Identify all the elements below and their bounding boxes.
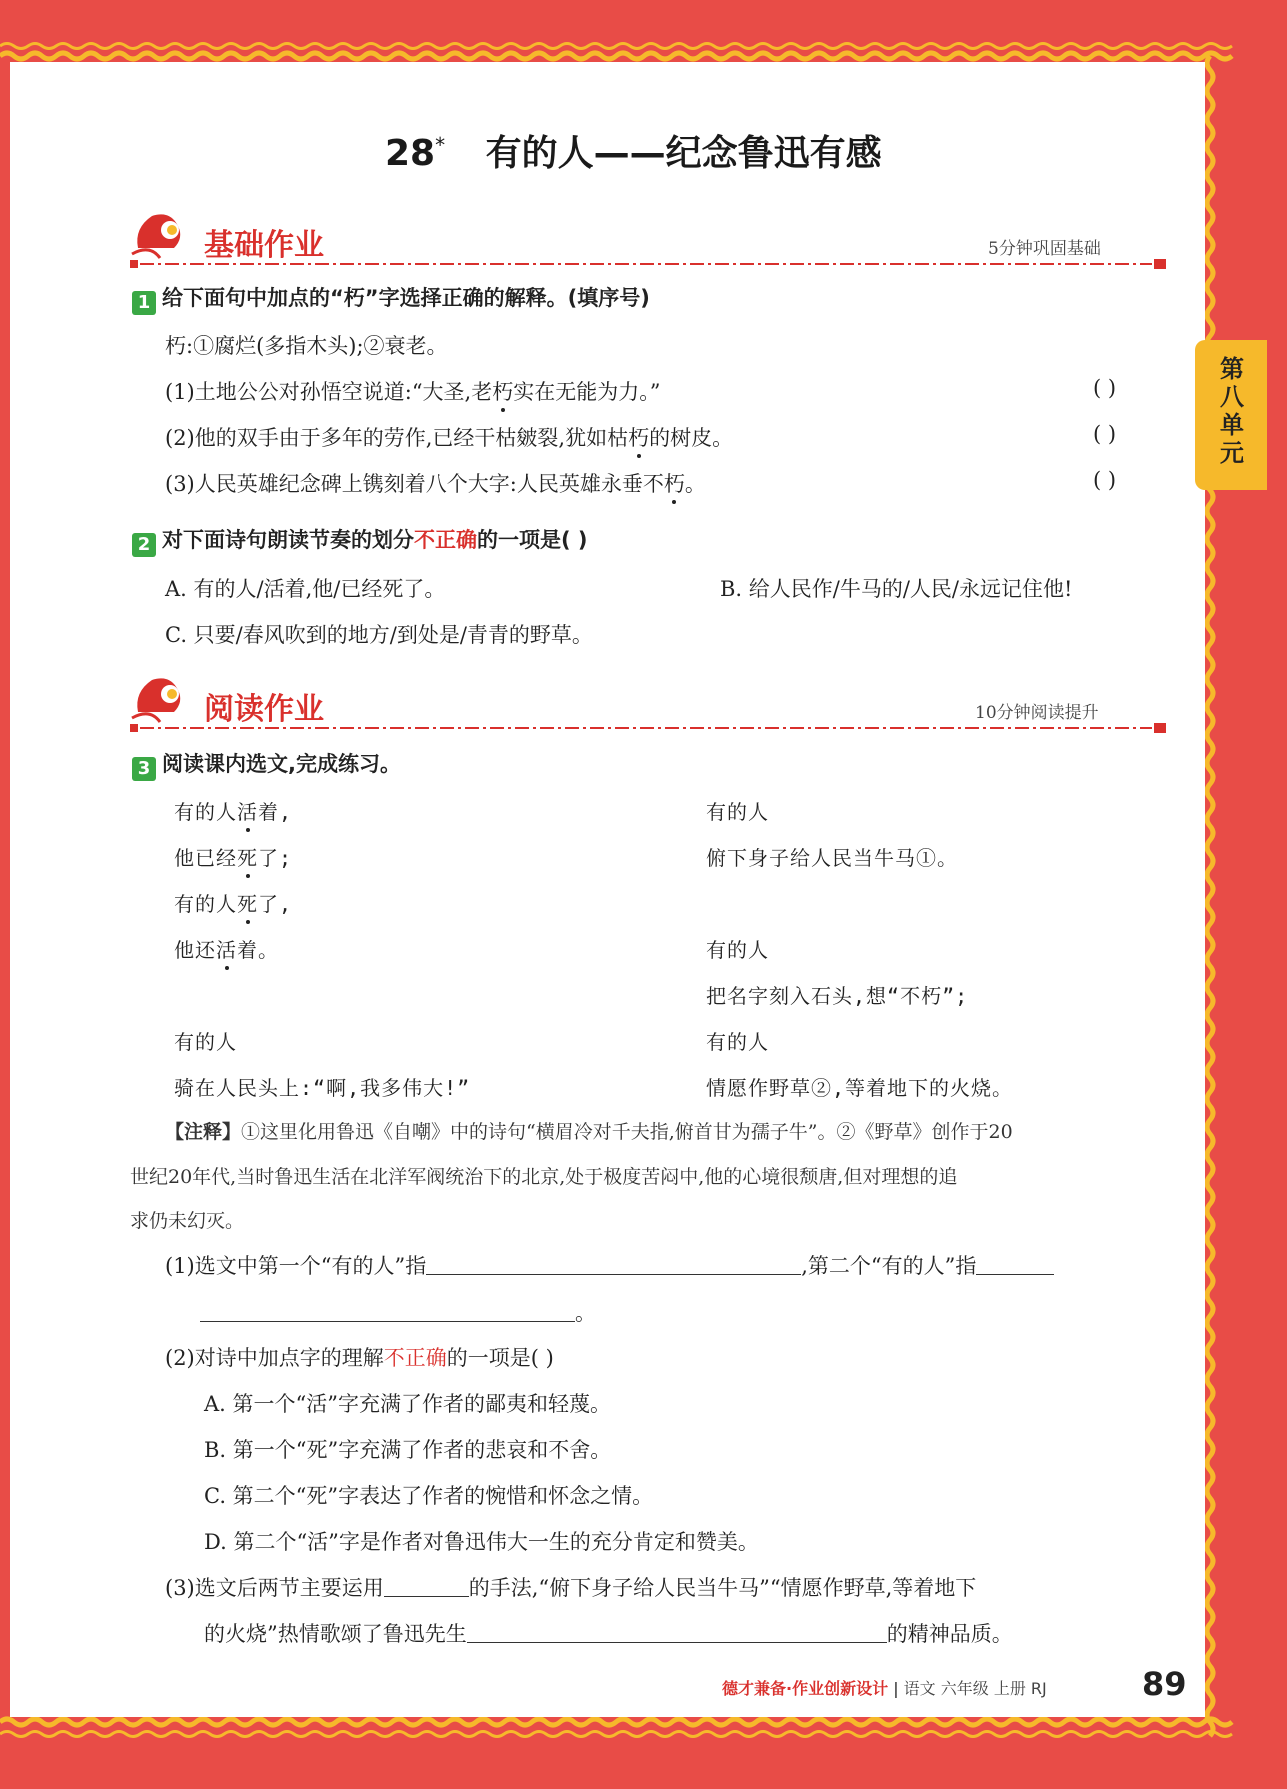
q3-sub1-b: ,第二个“有的人”指 (801, 1254, 977, 1278)
q3-sub3-a: (3)选文后两节主要运用 (165, 1576, 384, 1600)
q1-item-2 (165, 422, 733, 452)
q1-item-1 (165, 376, 660, 406)
lesson-number: 28 (385, 133, 436, 174)
q1-answer-2[interactable]: ( ) (1093, 422, 1117, 446)
q2-option-a[interactable]: A. 有的人/活着,他/已经死了。 (165, 577, 446, 601)
q3-sub3-b: 的手法,“俯下身子给人民当牛马”“情愿作野草,等着地下 (468, 1576, 977, 1600)
poem-right-line-1: 有的人 (706, 800, 769, 824)
q2-number: 2 (132, 533, 156, 557)
q2-prompt-pre: 对下面诗句朗读节奏的划分 (162, 528, 414, 552)
q3-sub2-option-c[interactable]: C. 第二个“死”字表达了作者的惋惜和怀念之情。 (204, 1484, 654, 1508)
poem-right-line-6: 情愿作野草②,等着地下的火烧。 (706, 1076, 1014, 1100)
section-reading-title: 阅读作业 (204, 692, 324, 727)
q3-sub2-post[interactable]: 的一项是( ) (446, 1346, 554, 1370)
poem-left-line-2 (174, 842, 292, 871)
q2-option-b[interactable]: B. 给人民作/牛马的/人民/永远记住他! (720, 577, 1073, 601)
poem-l1-dot: 活 (237, 800, 258, 824)
bell-icon-2 (130, 672, 190, 724)
q3-number: 3 (132, 757, 156, 781)
q1-answer-1[interactable]: ( ) (1093, 376, 1117, 400)
q3-sub3-blank-2[interactable] (467, 1620, 887, 1643)
bell-icon (130, 208, 190, 260)
section-divider (130, 258, 1170, 270)
poem-left-line-3 (174, 888, 292, 917)
unit-tab-label: 第八单元 (1220, 355, 1244, 467)
section-reading-time: 10分钟阅读提升 (975, 703, 1099, 723)
q2-prompt-highlight: 不正确 (414, 528, 477, 552)
poem-right-line-4: 把名字刻入石头,想“不朽”; (706, 984, 969, 1008)
footer-brand: 德才兼备·作业创新设计 (722, 1679, 889, 1698)
poem-left-line-6: 骑在人民头上:“啊,我多伟大!” (174, 1076, 471, 1100)
q1-item-3-pre: (3)人民英雄纪念碑上镌刻着八个大字:人民英雄永垂不 (165, 472, 664, 496)
q3-sub2-option-d[interactable]: D. 第二个“活”字是作者对鲁迅伟大一生的充分肯定和赞美。 (204, 1530, 759, 1554)
q1-item-3-post: 。 (684, 472, 706, 496)
annotation-text-1: ①这里化用鲁迅《自嘲》中的诗句“横眉冷对千夫指,俯首甘为孺子牛”。②《野草》创作于20 (241, 1121, 1013, 1143)
q1-item-2-post: 的树皮。 (649, 426, 734, 450)
q2-prompt-post[interactable]: 的一项是( ) (477, 528, 588, 552)
q3-sub3-c: 的火烧”热情歌颂了鲁迅先生 (204, 1622, 467, 1646)
q3-sub3-d: 的精神品质。 (886, 1622, 1013, 1646)
poem-right-line-3: 有的人 (706, 938, 769, 962)
annotation-line-2: 世纪20年代,当时鲁迅生活在北洋军阀统治下的北京,处于极度苦闷中,他的心境很颓唐,但对理想的追 (130, 1166, 958, 1188)
poem-left-line-1 (174, 796, 292, 825)
q1-item-3 (165, 468, 706, 498)
q3-sub1-end: 。 (575, 1301, 596, 1325)
section-basic-time: 5分钟巩固基础 (988, 239, 1101, 259)
poem-right-line-5: 有的人 (706, 1030, 769, 1054)
q1-item-2-dot: 朽 (628, 426, 650, 450)
q3-sub1 (165, 1250, 1054, 1280)
q1-item-1-pre: (1)土地公公对孙悟空说道:“大圣,老 (165, 380, 493, 404)
poem-l4-b: 着。 (237, 938, 279, 962)
page-title (385, 125, 882, 176)
poem-left-line-5: 有的人 (174, 1030, 237, 1054)
q2-option-c[interactable]: C. 只要/春风吹到的地方/到处是/青青的野草。 (165, 623, 593, 647)
poem-l1-b: 着, (258, 800, 293, 824)
poem-l2-dot: 死 (237, 846, 258, 870)
q1-prompt-text: 给下面句中加点的“朽”字选择正确的解释。(填序号) (162, 286, 650, 310)
annotation-label: 【注释】 (165, 1121, 242, 1143)
q3-sub1-blank-2[interactable] (976, 1252, 1054, 1275)
q1-prompt (132, 282, 650, 315)
q1-definition: 朽:①腐烂(多指木头);②衰老。 (165, 334, 448, 358)
q3-sub1-blank-3[interactable] (200, 1299, 575, 1322)
q1-item-3-dot: 朽 (663, 472, 685, 496)
poem-l2-b: 了; (258, 846, 293, 870)
poem-l3-a: 有的人 (174, 892, 237, 916)
q3-sub1-blank-1[interactable] (426, 1252, 801, 1275)
q3-sub2-pre: (2)对诗中加点字的理解 (165, 1346, 384, 1370)
annotation-line-1 (165, 1117, 1013, 1144)
page-number: 89 (1142, 1665, 1187, 1703)
q3-prompt (132, 748, 401, 781)
footer (722, 1676, 1047, 1699)
footer-info: 语文 六年级 上册 RJ (903, 1679, 1047, 1698)
poem-right-line-2: 俯下身子给人民当牛马①。 (706, 846, 958, 870)
q3-sub2 (165, 1342, 554, 1372)
q3-sub3-blank-1[interactable] (384, 1574, 469, 1597)
q3-sub3-line2 (204, 1618, 1013, 1648)
unit-tab (1195, 340, 1267, 490)
q2-prompt (132, 524, 588, 557)
section-divider-2 (130, 722, 1170, 734)
q1-number: 1 (132, 291, 156, 315)
lesson-star: * (435, 133, 446, 157)
poem-l3-b: 了, (258, 892, 293, 916)
lesson-title: 有的人——纪念鲁迅有感 (485, 133, 882, 174)
q3-sub1-line2 (200, 1297, 596, 1327)
q3-sub1-a: (1)选文中第一个“有的人”指 (165, 1254, 427, 1278)
q1-answer-3[interactable]: ( ) (1093, 468, 1117, 492)
poem-l4-a: 他还 (174, 938, 216, 962)
poem-l2-a: 他已经 (174, 846, 237, 870)
q1-item-1-post: 实在无能为力。” (513, 380, 661, 404)
q3-prompt-text: 阅读课内选文,完成练习。 (162, 752, 401, 776)
poem-l4-dot: 活 (216, 938, 237, 962)
q3-sub2-highlight: 不正确 (383, 1346, 447, 1370)
footer-separator: | (893, 1679, 899, 1698)
q1-item-1-dot: 朽 (492, 380, 514, 404)
q3-sub2-option-a[interactable]: A. 第一个“活”字充满了作者的鄙夷和轻蔑。 (204, 1392, 611, 1416)
q1-item-2-pre: (2)他的双手由于多年的劳作,已经干枯皴裂,犹如枯 (165, 426, 629, 450)
poem-left-line-4 (174, 934, 279, 963)
section-basic-title: 基础作业 (204, 228, 324, 263)
poem-l1-a: 有的人 (174, 800, 237, 824)
q3-sub2-option-b[interactable]: B. 第一个“死”字充满了作者的悲哀和不舍。 (204, 1438, 612, 1462)
annotation-line-3: 求仍未幻灭。 (130, 1210, 245, 1232)
q3-sub3 (165, 1572, 976, 1602)
poem-l3-dot: 死 (237, 892, 258, 916)
